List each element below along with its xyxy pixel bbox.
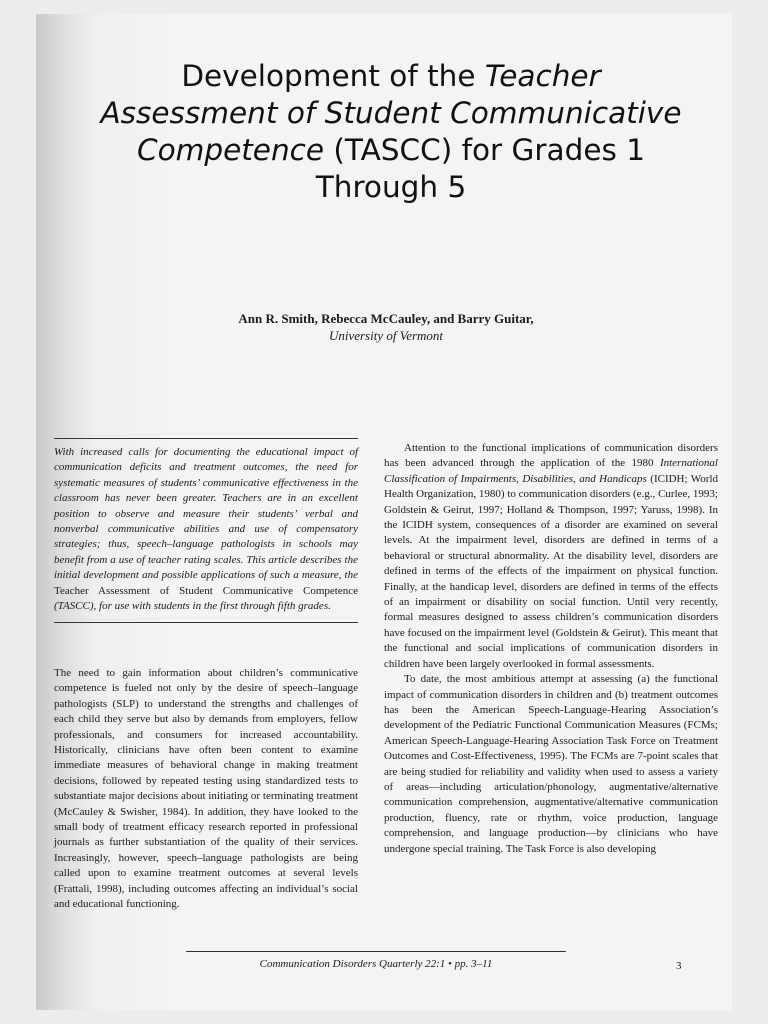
page-number: 3 — [676, 960, 682, 972]
author-names: Ann R. Smith, Rebecca McCauley, and Barry Guitar, — [238, 311, 534, 326]
abstract-text-1: With increased calls for documenting the educational impact of communication deficits and treatment outcomes, the need for systematic measures of students’ communicative effectiveness in the classroom has never been greater. Teachers are in an excellent position to observe and measure their students’ verbal and nonverbal communicative abilities and use of compensatory strategies; thus, speech–language pathologists in schools may benefit from a use of teacher rating scales. This article describes the initial development and possible applications of such a measure, the — [54, 446, 358, 582]
title-part-3: (TASCC) for Grades 1 Through 5 — [315, 133, 646, 204]
title-part-1: Development of the — [181, 59, 485, 93]
abstract-text-2: Teacher Assessment of Student Communicative Competence — [54, 584, 358, 597]
paper-page — [36, 14, 732, 1010]
abstract — [54, 438, 358, 623]
body-column-right — [384, 441, 718, 857]
author-affiliation: University of Vermont — [328, 328, 444, 343]
body-paragraph — [384, 441, 718, 672]
body-column-left — [54, 666, 358, 913]
body-text-italic: International Classification of Impairments, Disabilities, and Handicaps — [384, 457, 718, 485]
author-block — [136, 310, 636, 344]
abstract-text-3: (TASCC), for use with students in the first through fifth grades. — [54, 600, 331, 613]
body-paragraph: To date, the most ambitious attempt at assessing (a) the functional impact of communication disorders in children and (b) treatment outcomes has been the American Speech-Language-Hearing Association’s development of the Pediatric Functional Communication Measures (FCMs; American Speech-Language-Hearing Association Task Force on Treatment Outcomes and Cost-Effectiveness, 1995). The FCMs are 7-point scales that are being studied for reliability and validity when used to assess a variety of areas—including articulation/phonology, augmentative/alternative communication comprehension, augmentative/alternative communication production, fluency, rate or rhythm, voice production, language comprehension, and language production—by clinicians who have undergone special training. The Task Force is also developing — [384, 673, 718, 855]
body-text: (ICIDH; World Health Organization, 1980) to communication disorders (e.g., Curlee, 1993; Goldstein & Geirut, 1997; Holland & Thompson, 1997; Yaruss, 1998). In the ICIDH system, consequences of a disorder are examined on several levels. At the impairment level, disorders are defined in terms of a behavioral or structural abnormality. At the disability level, disorders are defined in terms of the effects of the impairment on physical function. Finally, at the handicap level, disorders are defined in terms of the effects of an impairment or disability on social function. Until very recently, formal measures designed to assess children’s communication disorders have focused on the impairment level (Goldstein & Geirut). This meant that the functional and social implications of communication disorders in children have been largely overlooked in formal assessments. — [384, 472, 719, 670]
journal-footer: Communication Disorders Quarterly 22:1 • pp. 3–11 — [259, 958, 493, 970]
body-text: Attention to the functional implications of communication disorders has been advanced through the application of the 1980 — [384, 442, 718, 470]
footer-rule — [186, 951, 566, 952]
title-part-2: Teacher Assessment of Student Communicative Competence — [100, 59, 682, 167]
body-paragraph: The need to gain information about children’s communicative competence is fueled not only by the desire of speech–language pathologists (SLP) to understand the strengths and challenges of each child they serve but also by demands from employers, fellow professionals, and consumers for increased accountability. Historically, clinicians have often been content to examine immediate measures of behavioral change in making treatment decisions, followed by repeated testing using standardized tests to substantiate major decisions about initiating or terminating treatment (McCauley & Swisher, 1984). In addition, they have looked to the small body of treatment efficacy research reported in professional journals as further substantiation of the quality of their services. Increasingly, however, speech–language pathologists are being called upon to examine treatment outcomes at several levels (Frattali, 1998), including outcomes affecting an individual’s social and educational functioning. — [54, 667, 358, 911]
article-title — [96, 58, 686, 206]
